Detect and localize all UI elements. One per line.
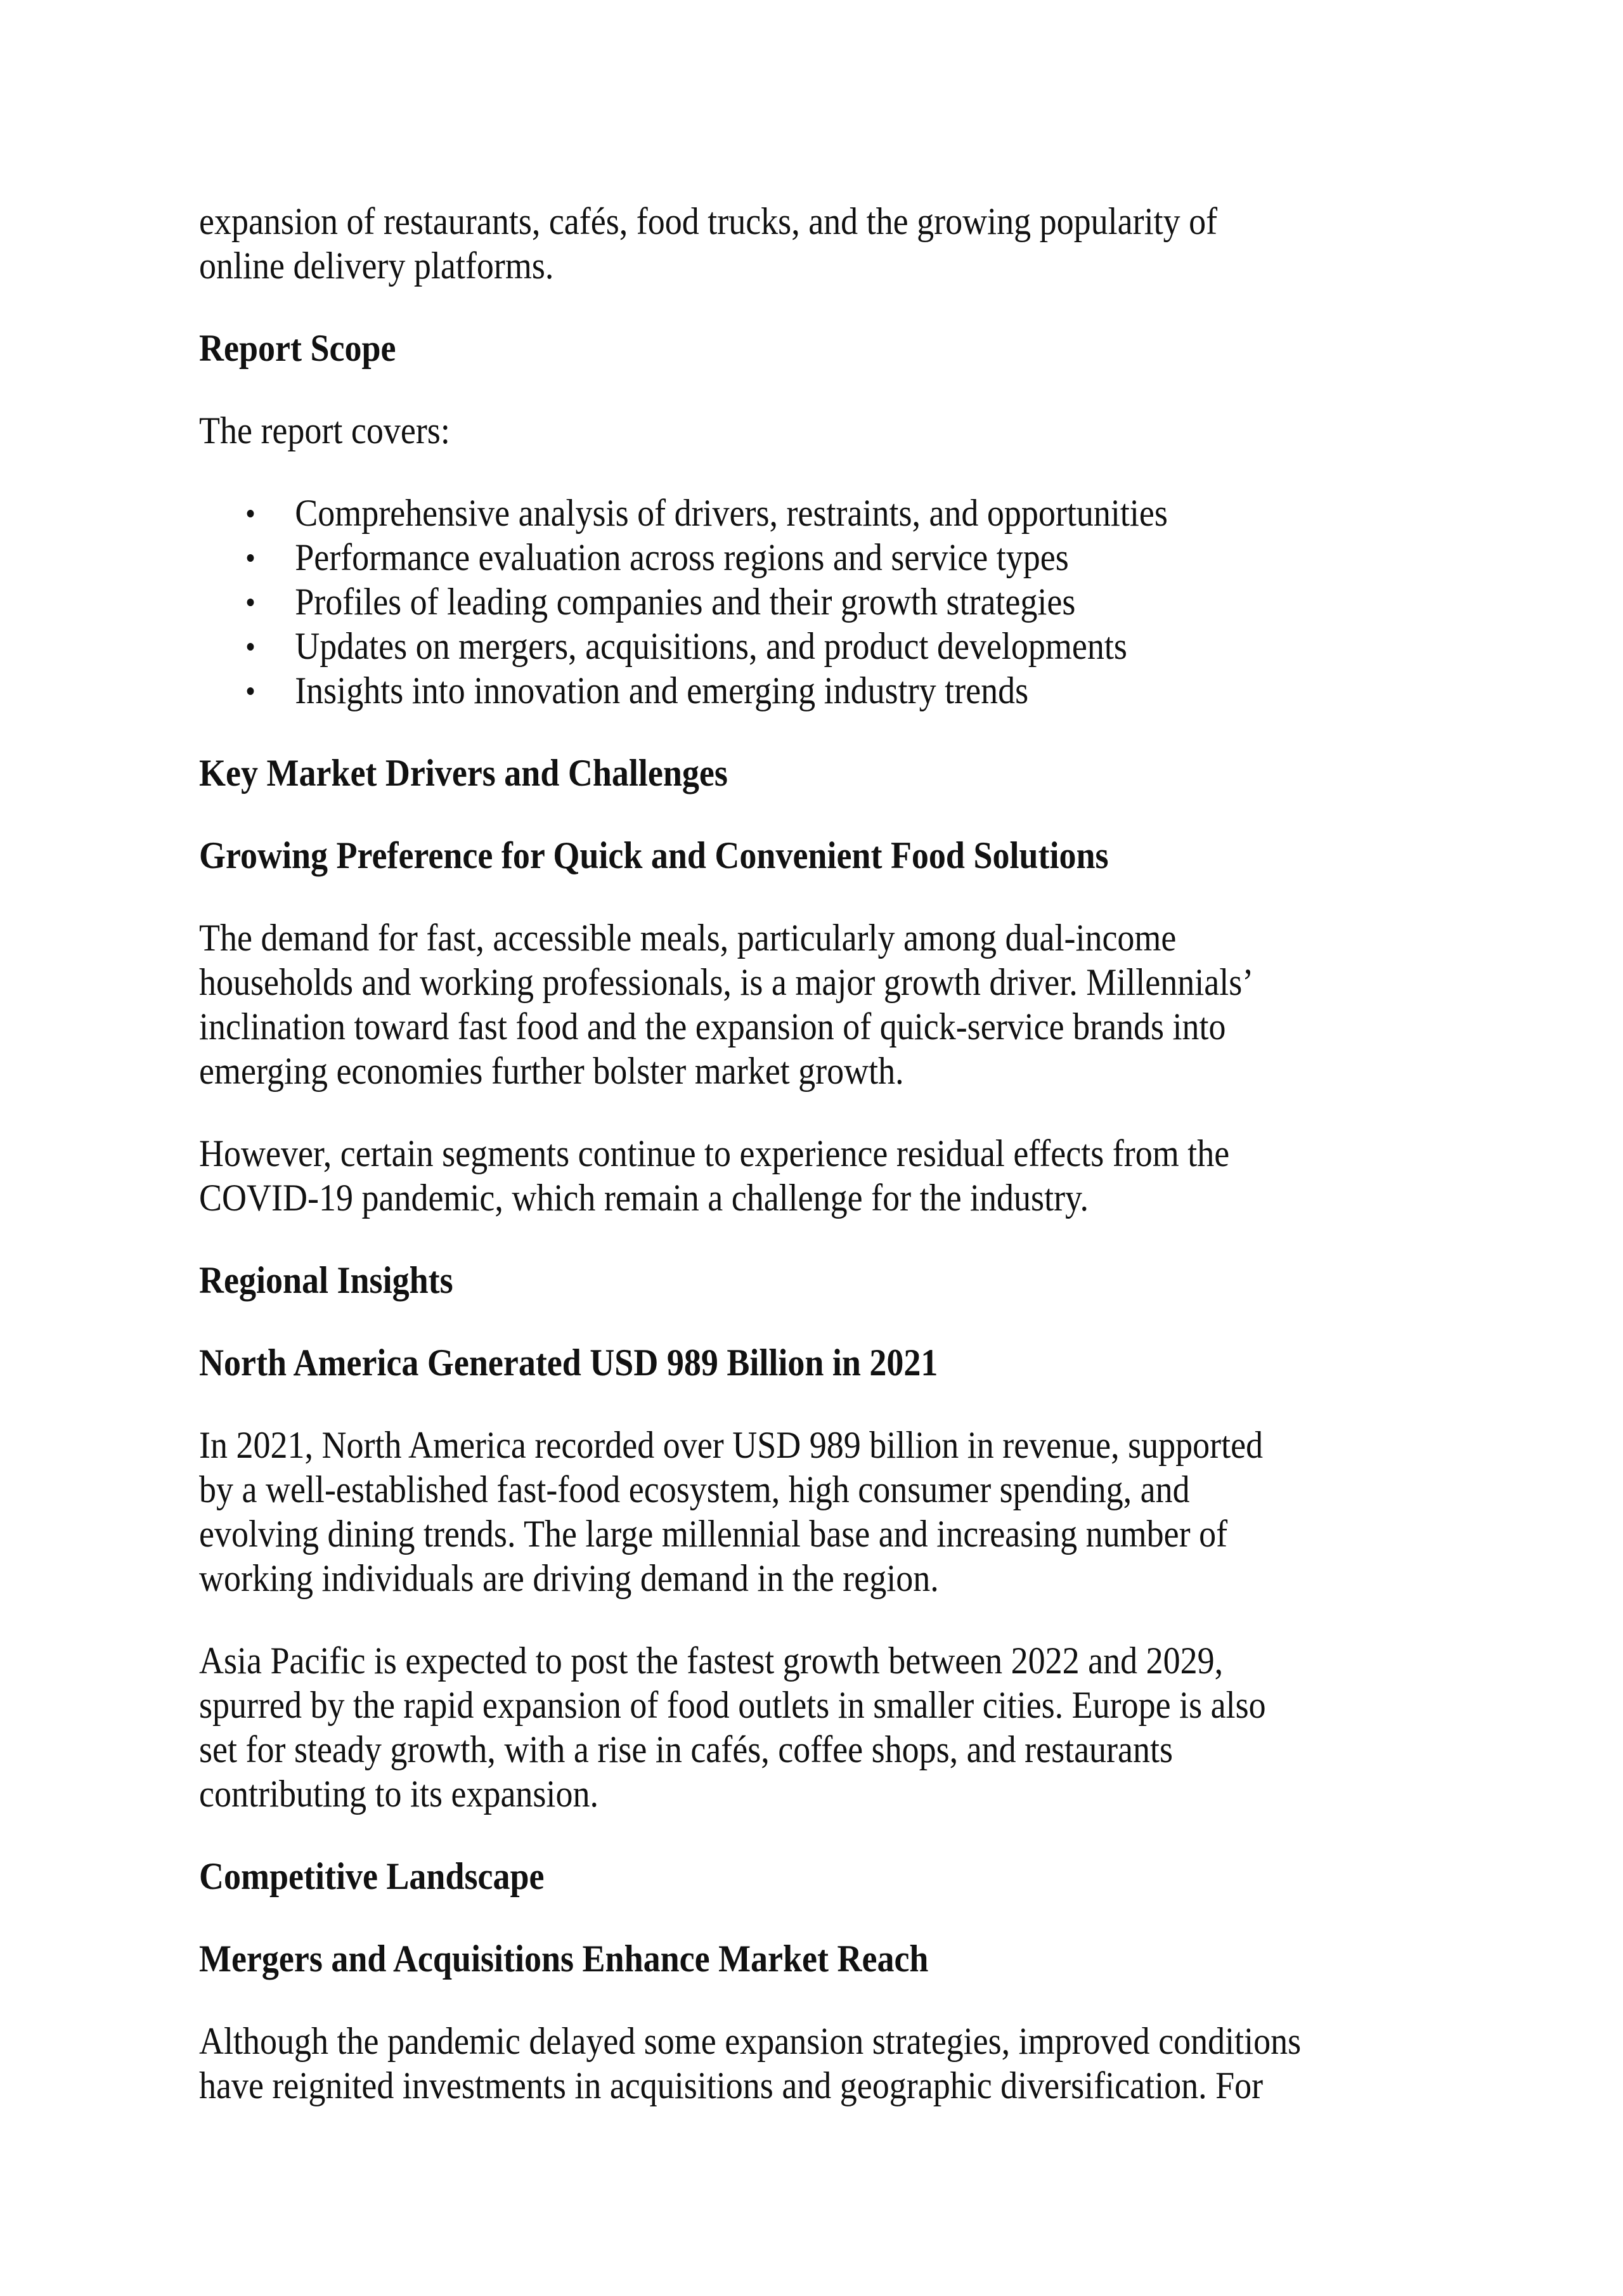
text-line: contributing to its expansion. (199, 1773, 598, 1815)
bullet-icon (247, 554, 254, 562)
list-item-text: Performance evaluation across regions and service types (295, 536, 1069, 578)
bullet-icon (247, 510, 254, 517)
text-line: spurred by the rapid expansion of food outlets in smaller cities. Europe is also (199, 1684, 1266, 1726)
text-line: working individuals are driving demand in the region. (199, 1557, 939, 1599)
text-line: Although the pandemic delayed some expansion strategies, improved conditions (199, 2020, 1302, 2062)
text-line: The demand for fast, accessible meals, particularly among dual-income (199, 917, 1177, 959)
text-line: emerging economies further bolster market growth. (199, 1050, 904, 1092)
list-item-text: Updates on mergers, acquisitions, and product developments (295, 625, 1127, 667)
text-line: online delivery platforms. (199, 245, 554, 287)
text-line: households and working professionals, is a major growth driver. Millennials’ (199, 961, 1254, 1003)
drivers-paragraph-2 (199, 1131, 1397, 1220)
text-line: However, certain segments continue to experience residual effects from the (199, 1132, 1230, 1174)
list-item (199, 668, 1397, 713)
report-scope-list (199, 491, 1397, 713)
list-item (199, 535, 1397, 580)
list-item (199, 624, 1397, 668)
report-scope-lead: The report covers: (199, 410, 450, 451)
text-line: have reignited investments in acquisitions and geographic diversification. For (199, 2065, 1264, 2106)
report-scope-heading: Report Scope (199, 327, 396, 369)
text-line: by a well-established fast-food ecosystem, high consumer spending, and (199, 1469, 1190, 1510)
bullet-icon (247, 643, 254, 651)
text-line: set for steady growth, with a rise in cafés, coffee shops, and restaurants (199, 1728, 1174, 1770)
text-line: In 2021, North America recorded over USD 989 billion in revenue, supported (199, 1424, 1264, 1466)
list-item-text: Insights into innovation and emerging industry trends (295, 670, 1029, 711)
list-item (199, 491, 1397, 535)
competitive-paragraph-1 (199, 2019, 1397, 2108)
competitive-heading: Competitive Landscape (199, 1855, 545, 1897)
drivers-paragraph-1 (199, 916, 1397, 1093)
bullet-icon (247, 599, 254, 606)
list-item (199, 580, 1397, 624)
competitive-subheading: Mergers and Acquisitions Enhance Market Reach (199, 1938, 929, 1980)
text-line: evolving dining trends. The large millennial base and increasing number of (199, 1513, 1228, 1555)
intro-paragraph (199, 199, 1397, 288)
text-line: Asia Pacific is expected to post the fastest growth between 2022 and 2029, (199, 1640, 1224, 1682)
text-line: COVID-19 pandemic, which remain a challenge for the industry. (199, 1177, 1089, 1219)
regional-paragraph-2 (199, 1638, 1397, 1816)
regional-paragraph-1 (199, 1423, 1397, 1600)
drivers-subheading: Growing Preference for Quick and Convenient Food Solutions (199, 834, 1109, 876)
regional-heading: Regional Insights (199, 1259, 453, 1301)
regional-subheading: North America Generated USD 989 Billion in 2021 (199, 1342, 938, 1384)
text-line: expansion of restaurants, cafés, food trucks, and the growing popularity of (199, 200, 1218, 242)
document-page (199, 199, 1397, 2146)
text-line: inclination toward fast food and the expansion of quick-service brands into (199, 1006, 1226, 1047)
list-item-text: Comprehensive analysis of drivers, restraints, and opportunities (295, 492, 1168, 534)
bullet-icon (247, 687, 254, 695)
drivers-heading: Key Market Drivers and Challenges (199, 752, 728, 794)
list-item-text: Profiles of leading companies and their growth strategies (295, 581, 1076, 623)
